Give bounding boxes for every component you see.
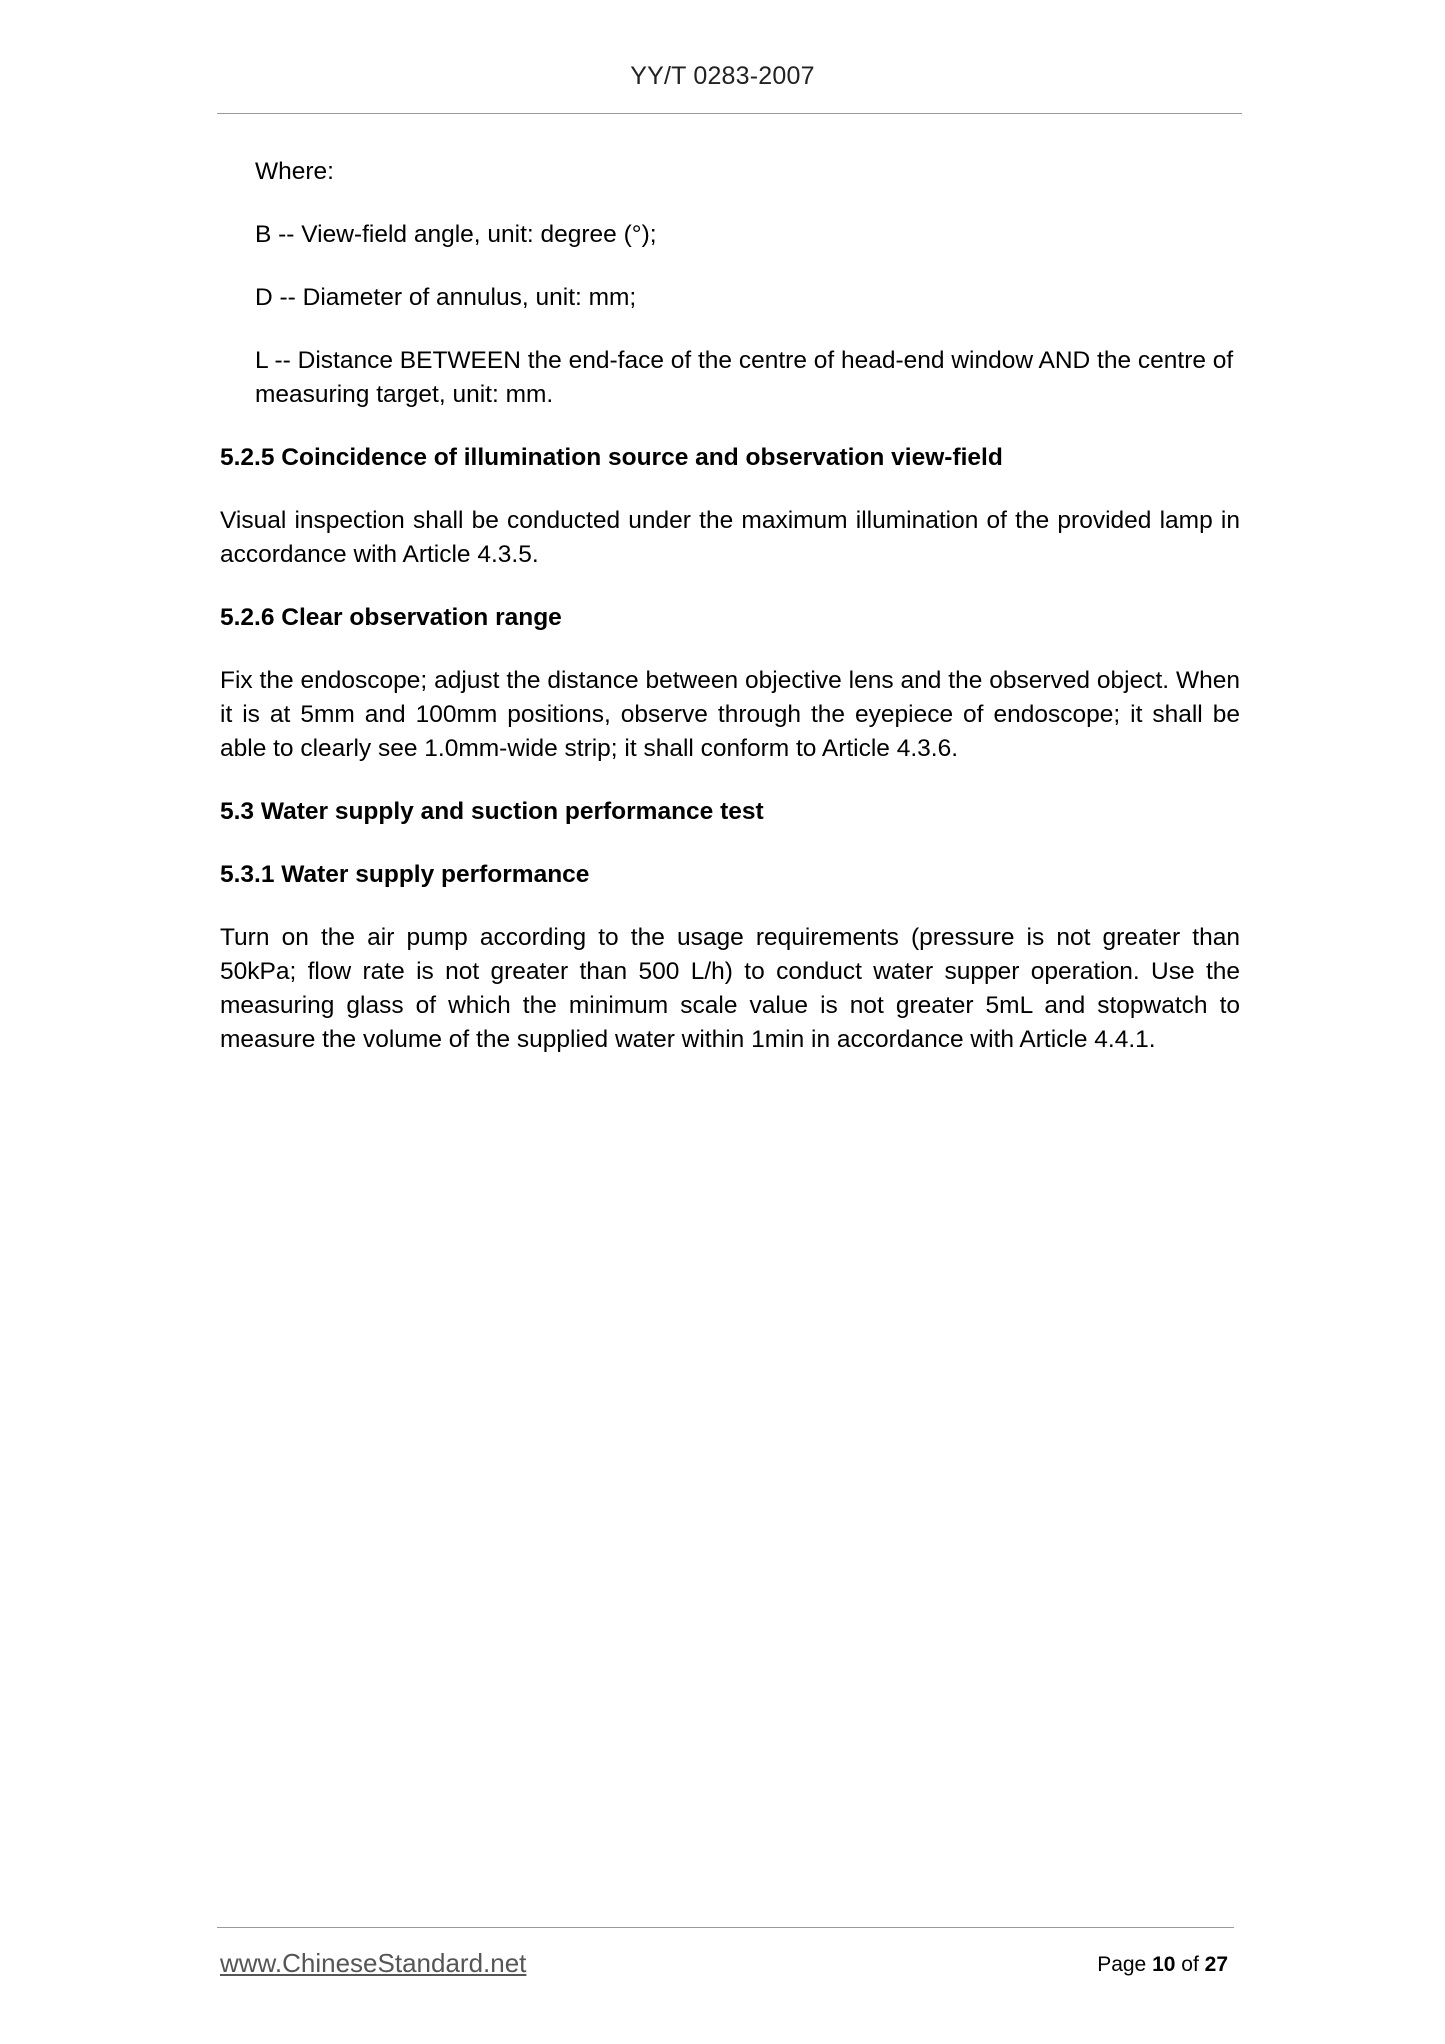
section-heading-5-3: 5.3 Water supply and suction performance test [220,798,764,825]
page-content [220,155,1240,1086]
footer-divider [217,1927,1234,1928]
page-number [1097,1953,1228,1977]
section-heading-5-3-1: 5.3.1 Water supply performance [220,861,590,888]
where-item-b: B -- View-field angle, unit: degree (°); [255,221,657,248]
website-link[interactable]: www.ChineseStandard.net [220,1948,527,1978]
where-item-d: D -- Diameter of annulus, unit: mm; [255,284,637,311]
page-current: 10 [1152,1953,1176,1976]
section-body-5-3-1: Turn on the air pump according to the usage requirements (pressure is not greater than 50kPa; flow rate is not greater than 500 L/h) to conduct water supper operation. Use the measuring glass of which the minimum scale value is not greater 5mL and stopwatch to measure the volume of the supplied water within 1min in accordance with Article 4.4.1. [220,924,1240,1053]
document-code-header: YY/T 0283-2007 [630,62,815,90]
where-item-l: L -- Distance BETWEEN the end-face of the centre of head-end window AND the centre of measuring target, unit: mm. [255,347,1234,408]
section-body-5-2-6: Fix the endoscope; adjust the distance between objective lens and the observed object. When it is at 5mm and 100mm positions, observe through the eyepiece of endoscope; it shall be able to clearly see 1.0mm-wide strip; it shall conform to Article 4.3.6. [220,667,1240,762]
section-heading-5-2-6: 5.2.6 Clear observation range [220,604,562,631]
page-total: 27 [1204,1953,1228,1976]
page-of: of [1181,1953,1199,1976]
header-divider [217,113,1242,114]
section-body-5-2-5: Visual inspection shall be conducted under the maximum illumination of the provided lamp in accordance with Article 4.3.5. [220,507,1240,568]
where-intro: Where: [255,158,334,185]
section-heading-5-2-5: 5.2.5 Coincidence of illumination source and observation view-field [220,444,1003,471]
page-prefix: Page [1097,1953,1147,1976]
